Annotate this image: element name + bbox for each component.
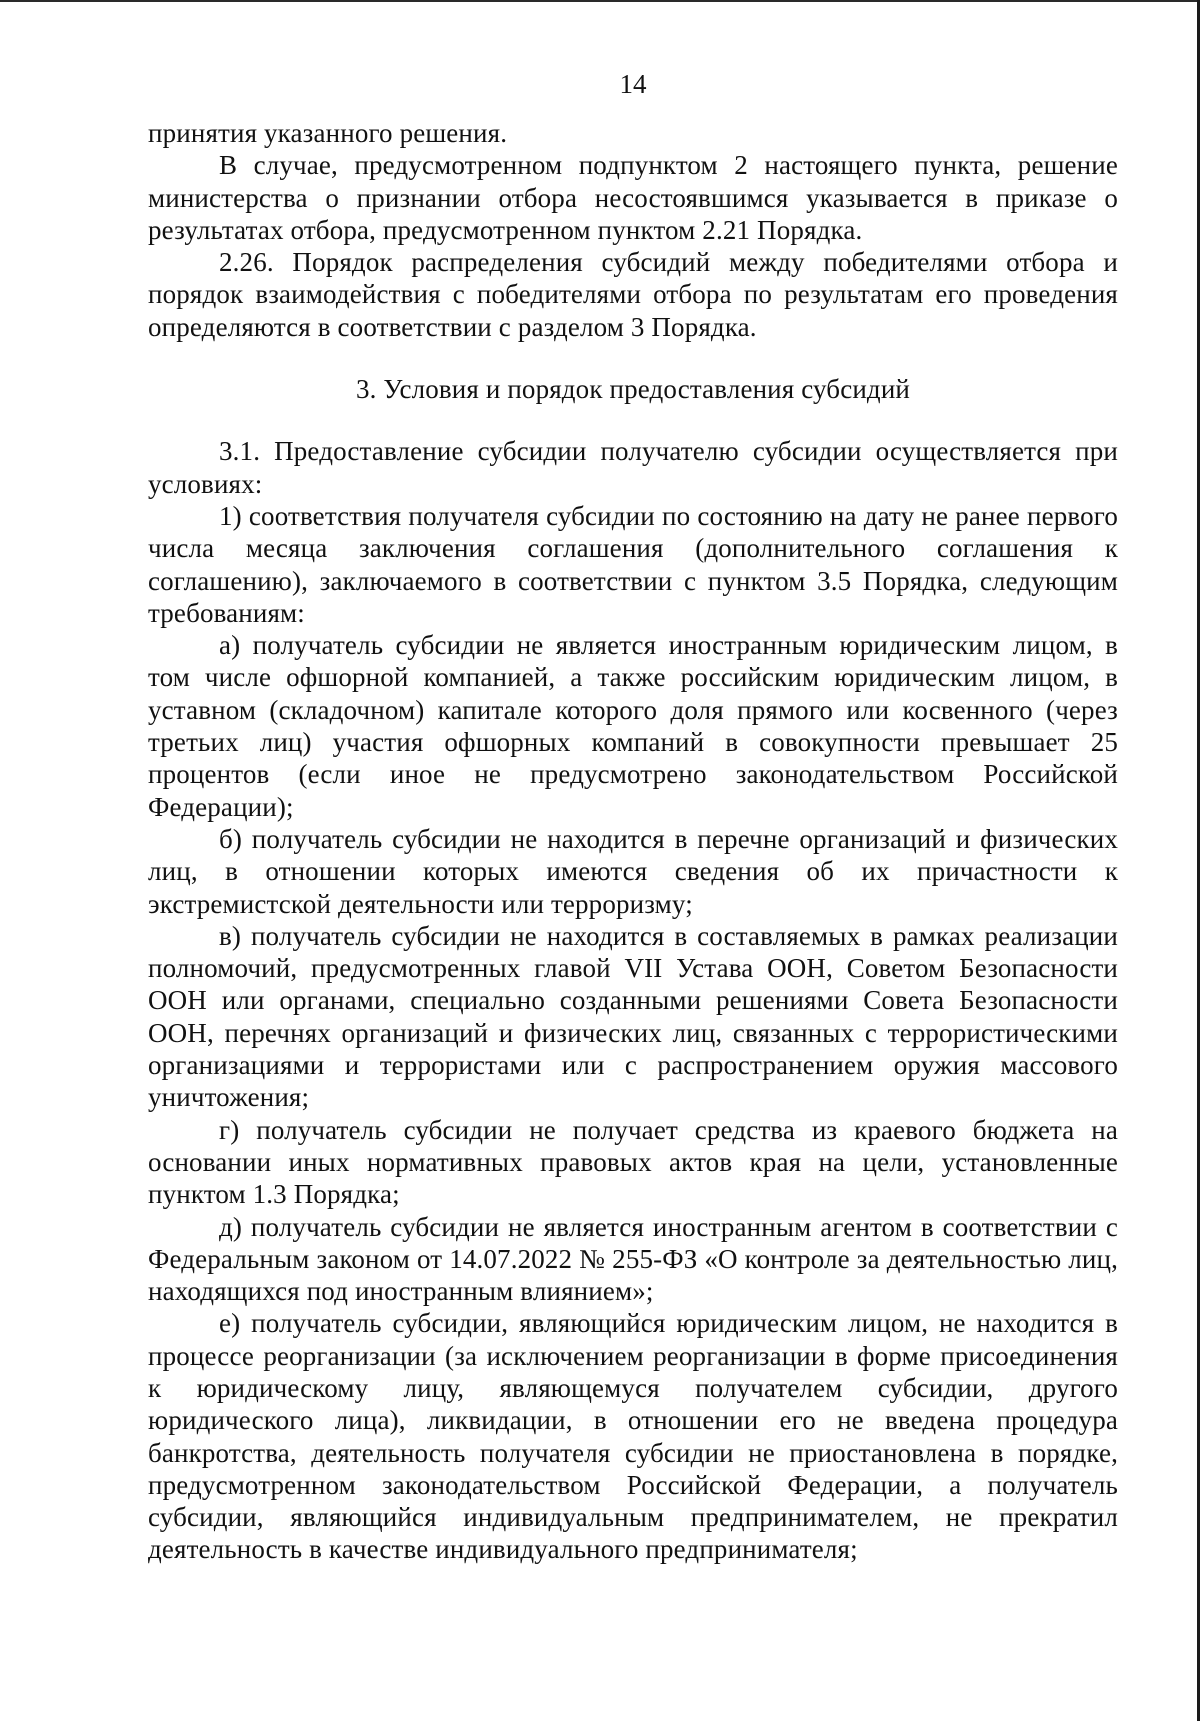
paragraph-2-26: 2.26. Порядок распределения субсидий между победителями отбора и порядок взаимодействия с победителями отбора по результатам его проведения определяются в соответствии с разделом 3 Порядка.: [148, 247, 1118, 342]
paragraph-3-1: 3.1. Предоставление субсидии получателю субсидии осуществляется при условиях:: [148, 436, 1118, 499]
document-body: [148, 117, 1118, 1566]
paragraph-item-b: б) получатель субсидии не находится в перечне организаций и физических лиц, в отношении которых имеются сведения об их причастности к экстремистской деятельности или терроризму;: [148, 823, 1118, 919]
section-heading: 3. Условия и порядок предоставления субсидий: [355, 374, 911, 405]
page-number: 14: [619, 69, 647, 99]
paragraph-continuation: принятия указанного решения.: [148, 118, 508, 148]
paragraph-item-1: 1) соответствия получателя субсидии по состоянию на дату не ранее первого числа месяца заключения соглашения (дополнительного соглашения к соглашению), заключаемого в соответствии с пунктом 3.5 Порядка, следующим требованиям:: [148, 500, 1118, 628]
scan-border-top: [0, 0, 1200, 2]
paragraph-case-subpoint-2: В случае, предусмотренном подпунктом 2 настоящего пункта, решение министерства о признании отбора несостоявшимся указывается в приказе о результатах отбора, предусмотренном пунктом 2.21 Порядка.: [148, 150, 1118, 245]
paragraph-item-v: в) получатель субсидии не находится в составляемых в рамках реализации полномочий, предусмотренных главой VII Устава ООН, Советом Безопасности ООН или органами, специально созданными решениями Совета Безопасности ООН, перечнях организаций и физических лиц, связанных с террористическими организациями и террористами или с распространением оружия массового уничтожения;: [148, 920, 1118, 1113]
paragraph-item-d: д) получатель субсидии не является иностранным агентом в соответствии с Федеральным законом от 14.07.2022 № 255-ФЗ «О контроле за деятельностью лиц, находящихся под иностранным влиянием»;: [148, 1211, 1118, 1307]
paragraph-item-e: е) получатель субсидии, являющийся юридическим лицом, не находится в процессе реорганизации (за исключением реорганизации в форме присоединения к юридическому лицу, являющемуся получателем субсидии, другого юридического лица), ликвидации, в отношении его не введена процедура банкротства, деятельность получателя субсидии не приостановлена в порядке, предусмотренном законодательством Российской Федерации, а получатель субсидии, являющийся индивидуальным предпринимателем, не прекратил деятельность в качестве индивидуального предпринимателя;: [148, 1308, 1118, 1565]
paragraph-item-a: а) получатель субсидии не является иностранным юридическим лицом, в том числе офшорной компанией, а также российским юридическим лицом, в уставном (складочном) капитале которого доля прямого или косвенного (через третьих лиц) участия офшорных компаний в совокупности превышает 25 процентов (если иное не предусмотрено законодательством Российской Федерации);: [148, 630, 1118, 822]
paragraph-item-g: г) получатель субсидии не получает средства из краевого бюджета на основании иных нормативных правовых актов края на цели, установленные пунктом 1.3 Порядка;: [148, 1114, 1118, 1210]
